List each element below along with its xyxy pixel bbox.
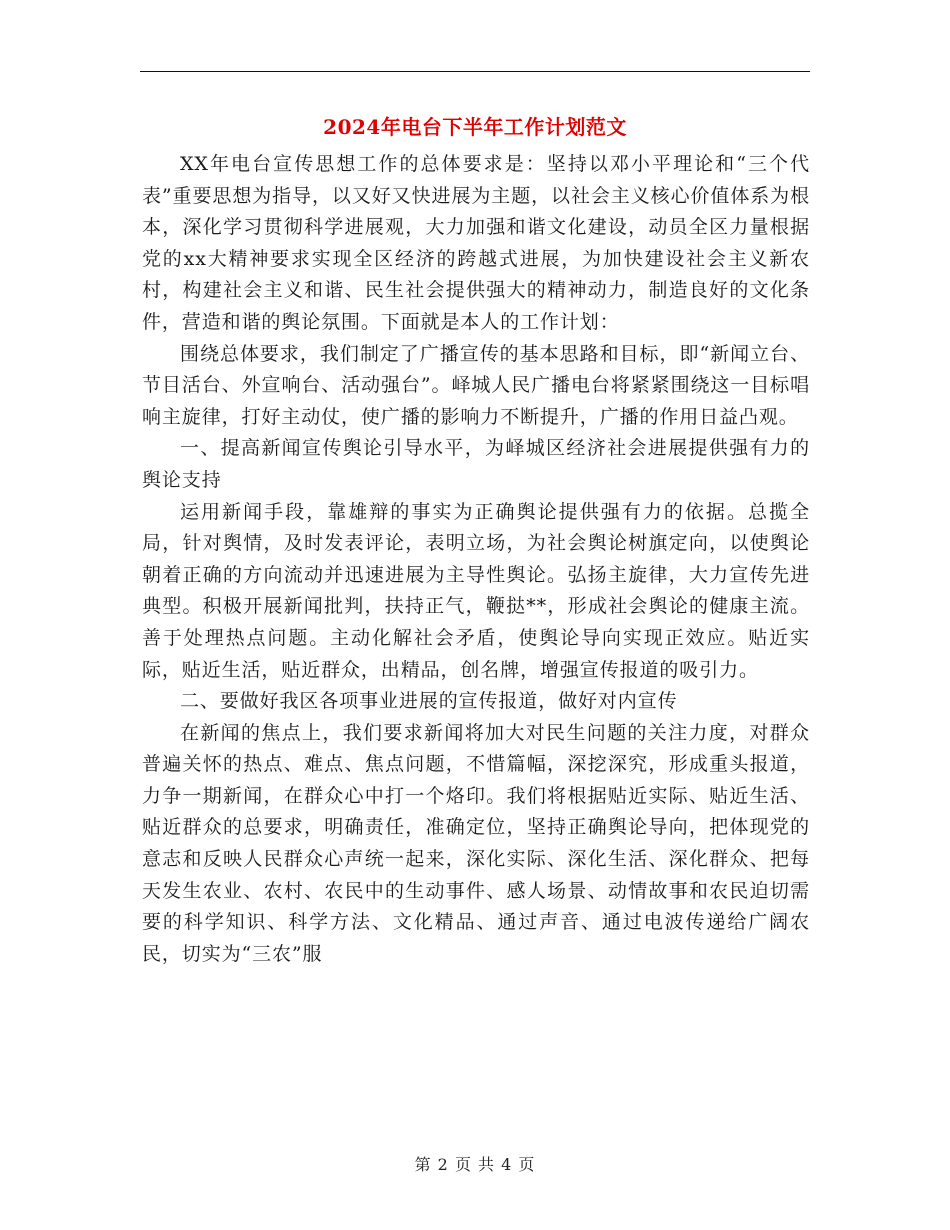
paragraph-section-1: 运用新闻手段，靠雄辩的事实为正确舆论提供强有力的依据。总揽全局，针对舆情，及时发表评论，表明立场，为社会舆论树旗定向，以使舆论朝着正确的方向流动并迅速进展为主导性舆论。弘扬主旋律，大力宣传先进典型。积极开展新闻批判，扶持正气，鞭挞**，形成社会舆论的健康主流。 善于处理热点问题。主动化解社会矛盾，使舆论导向实现正效应。贴近实际，贴近生活，贴近群众，出精品，创名牌，增强宣传报道的吸引力。 — [142, 500, 810, 681]
document-title: 2024年电台下半年工作计划范文 — [323, 115, 627, 139]
section-heading-2: 二、要做好我区各项事业进展的宣传报道，做好对内宣传 — [180, 690, 678, 713]
paragraph-intro: XX年电台宣传思想工作的总体要求是：坚持以邓小平理论和“三个代表”重要思想为指导，以又好又快进展为主题，以社会主义核心价值体系为根本，深化学习贯彻科学进展观，大力加强和谐文化建设，动员全区力量根据党的xx大精神要求实现全区经济的跨越式进展，为加快建设社会主义新农村，构建社会主义和谐、民生社会提供强大的精神动力，制造良好的文化条件，营造和谐的舆论氛围。下面就是本人的工作计划： — [142, 153, 810, 333]
paragraph-section-2: 在新闻的焦点上，我们要求新闻将加大对民生问题的关注力度，对群众普遍关怀的热点、难点、焦点问题，不惜篇幅，深挖深究，形成重头报道，力争一期新闻，在群众心中打一个烙印。我们将根据贴近实际、贴近生活、贴近群众的总要求，明确责任，准确定位，坚持正确舆论导向，把体现党的意志和反映人民群众心声统一起来，深化实际、深化生活、深化群众、把每天发生农业、农村、农民中的生动事件、感人场景、动情故事和农民迫切需要的科学知识、科学方法、文化精品、通过声音、通过电波传递给广阔农民，切实为“三农”服 — [142, 721, 810, 965]
paragraph-goals: 围绕总体要求，我们制定了广播宣传的基本思路和目标，即“新闻立台、节目活台、外宣响台、活动强台”。峄城人民广播电台将紧紧围绕这一目标唱响主旋律，打好主动仗，使广播的影响力不断提升，广播的作用日益凸观。 — [142, 342, 810, 428]
document-body — [142, 149, 810, 970]
header-rule — [140, 71, 810, 72]
page-footer: 第 2 页 共 4 页 — [414, 1155, 536, 1174]
section-heading-1: 一、提高新闻宣传舆论引导水平，为峄城区经济社会进展提供强有力的舆论支持 — [142, 437, 810, 491]
